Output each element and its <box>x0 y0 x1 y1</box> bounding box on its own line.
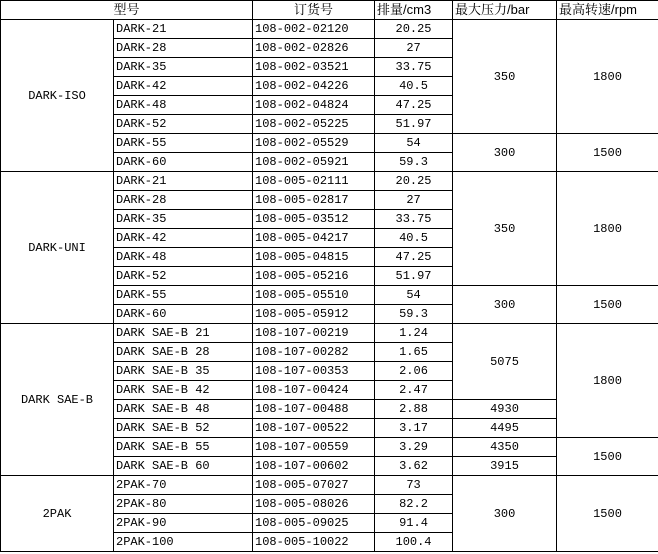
order-code-cell: 108-005-04217 <box>253 229 375 248</box>
order-code-cell: 108-107-00602 <box>253 457 375 476</box>
model-cell: 2PAK-90 <box>114 514 253 533</box>
header-displacement: 排量/cm3 <box>375 1 453 20</box>
model-cell: DARK-55 <box>114 134 253 153</box>
displacement-cell: 33.75 <box>375 210 453 229</box>
order-code-cell: 108-005-02817 <box>253 191 375 210</box>
header-max-speed: 最高转速/rpm <box>557 1 658 20</box>
model-cell: DARK SAE-B 60 <box>114 457 253 476</box>
max-speed-cell: 1500 <box>557 286 658 324</box>
displacement-cell: 40.5 <box>375 229 453 248</box>
model-cell: 2PAK-80 <box>114 495 253 514</box>
max-speed-cell: 1800 <box>557 172 658 286</box>
model-cell: DARK-35 <box>114 210 253 229</box>
order-code-cell: 108-005-04815 <box>253 248 375 267</box>
displacement-cell: 54 <box>375 134 453 153</box>
order-code-cell: 108-107-00488 <box>253 400 375 419</box>
displacement-cell: 54 <box>375 286 453 305</box>
series-name: DARK-UNI <box>1 172 114 324</box>
order-code-cell: 108-002-04824 <box>253 96 375 115</box>
order-code-cell: 108-005-05912 <box>253 305 375 324</box>
model-cell: DARK-28 <box>114 39 253 58</box>
displacement-cell: 2.47 <box>375 381 453 400</box>
max-pressure-cell: 4495 <box>453 419 557 438</box>
model-cell: 2PAK-100 <box>114 533 253 552</box>
max-speed-cell: 1500 <box>557 438 658 476</box>
model-cell: DARK-48 <box>114 96 253 115</box>
order-code-cell: 108-002-05225 <box>253 115 375 134</box>
order-code-cell: 108-107-00219 <box>253 324 375 343</box>
max-pressure-cell: 350 <box>453 172 557 286</box>
max-speed-cell: 1800 <box>557 324 658 438</box>
displacement-cell: 51.97 <box>375 267 453 286</box>
displacement-cell: 27 <box>375 39 453 58</box>
spec-body <box>1 20 658 552</box>
model-cell: DARK-52 <box>114 115 253 134</box>
max-pressure-cell: 300 <box>453 286 557 324</box>
model-cell: DARK-21 <box>114 20 253 39</box>
order-code-cell: 108-005-10022 <box>253 533 375 552</box>
model-cell: DARK SAE-B 52 <box>114 419 253 438</box>
table-row <box>1 476 658 495</box>
model-cell: DARK-42 <box>114 229 253 248</box>
model-cell: DARK SAE-B 42 <box>114 381 253 400</box>
order-code-cell: 108-002-03521 <box>253 58 375 77</box>
displacement-cell: 3.62 <box>375 457 453 476</box>
displacement-cell: 2.88 <box>375 400 453 419</box>
model-cell: DARK SAE-B 21 <box>114 324 253 343</box>
max-pressure-cell: 300 <box>453 134 557 172</box>
model-cell: DARK-52 <box>114 267 253 286</box>
header-row <box>1 1 658 20</box>
displacement-cell: 47.25 <box>375 96 453 115</box>
displacement-cell: 91.4 <box>375 514 453 533</box>
max-pressure-cell: 4350 <box>453 438 557 457</box>
model-cell: DARK SAE-B 55 <box>114 438 253 457</box>
displacement-cell: 40.5 <box>375 77 453 96</box>
order-code-cell: 108-005-05216 <box>253 267 375 286</box>
displacement-cell: 1.65 <box>375 343 453 362</box>
order-code-cell: 108-005-05510 <box>253 286 375 305</box>
model-cell: DARK SAE-B 28 <box>114 343 253 362</box>
displacement-cell: 59.3 <box>375 305 453 324</box>
displacement-cell: 47.25 <box>375 248 453 267</box>
series-name: DARK-ISO <box>1 20 114 172</box>
max-pressure-cell: 4930 <box>453 400 557 419</box>
order-code-cell: 108-107-00353 <box>253 362 375 381</box>
displacement-cell: 3.17 <box>375 419 453 438</box>
order-code-cell: 108-002-02120 <box>253 20 375 39</box>
header-type: 型号 <box>1 1 253 20</box>
table-row <box>1 172 658 191</box>
max-speed-cell: 1500 <box>557 476 658 552</box>
displacement-cell: 1.24 <box>375 324 453 343</box>
order-code-cell: 108-107-00424 <box>253 381 375 400</box>
displacement-cell: 73 <box>375 476 453 495</box>
max-pressure-cell: 5075 <box>453 324 557 400</box>
table-row <box>1 20 658 39</box>
order-code-cell: 108-002-02826 <box>253 39 375 58</box>
header-max-pressure: 最大压力/bar <box>453 1 557 20</box>
displacement-cell: 20.25 <box>375 20 453 39</box>
header-order-no: 订货号 <box>253 1 375 20</box>
displacement-cell: 2.06 <box>375 362 453 381</box>
displacement-cell: 100.4 <box>375 533 453 552</box>
model-cell: DARK-60 <box>114 305 253 324</box>
model-cell: DARK-42 <box>114 77 253 96</box>
order-code-cell: 108-005-03512 <box>253 210 375 229</box>
max-pressure-cell: 3915 <box>453 457 557 476</box>
displacement-cell: 3.29 <box>375 438 453 457</box>
order-code-cell: 108-005-02111 <box>253 172 375 191</box>
model-cell: DARK-28 <box>114 191 253 210</box>
order-code-cell: 108-005-08026 <box>253 495 375 514</box>
displacement-cell: 51.97 <box>375 115 453 134</box>
model-cell: DARK SAE-B 48 <box>114 400 253 419</box>
displacement-cell: 59.3 <box>375 153 453 172</box>
displacement-cell: 27 <box>375 191 453 210</box>
displacement-cell: 20.25 <box>375 172 453 191</box>
model-cell: DARK SAE-B 35 <box>114 362 253 381</box>
order-code-cell: 108-005-07027 <box>253 476 375 495</box>
order-code-cell: 108-002-05921 <box>253 153 375 172</box>
order-code-cell: 108-002-05529 <box>253 134 375 153</box>
max-speed-cell: 1800 <box>557 20 658 134</box>
order-code-cell: 108-005-09025 <box>253 514 375 533</box>
order-code-cell: 108-107-00282 <box>253 343 375 362</box>
series-name: DARK SAE-B <box>1 324 114 476</box>
max-speed-cell: 1500 <box>557 134 658 172</box>
displacement-cell: 33.75 <box>375 58 453 77</box>
model-cell: DARK-55 <box>114 286 253 305</box>
model-cell: DARK-21 <box>114 172 253 191</box>
model-cell: 2PAK-70 <box>114 476 253 495</box>
max-pressure-cell: 350 <box>453 20 557 134</box>
table-row <box>1 324 658 343</box>
order-code-cell: 108-002-04226 <box>253 77 375 96</box>
series-name: 2PAK <box>1 476 114 552</box>
model-cell: DARK-48 <box>114 248 253 267</box>
order-code-cell: 108-107-00559 <box>253 438 375 457</box>
model-cell: DARK-60 <box>114 153 253 172</box>
displacement-cell: 82.2 <box>375 495 453 514</box>
max-pressure-cell: 300 <box>453 476 557 552</box>
order-code-cell: 108-107-00522 <box>253 419 375 438</box>
model-cell: DARK-35 <box>114 58 253 77</box>
